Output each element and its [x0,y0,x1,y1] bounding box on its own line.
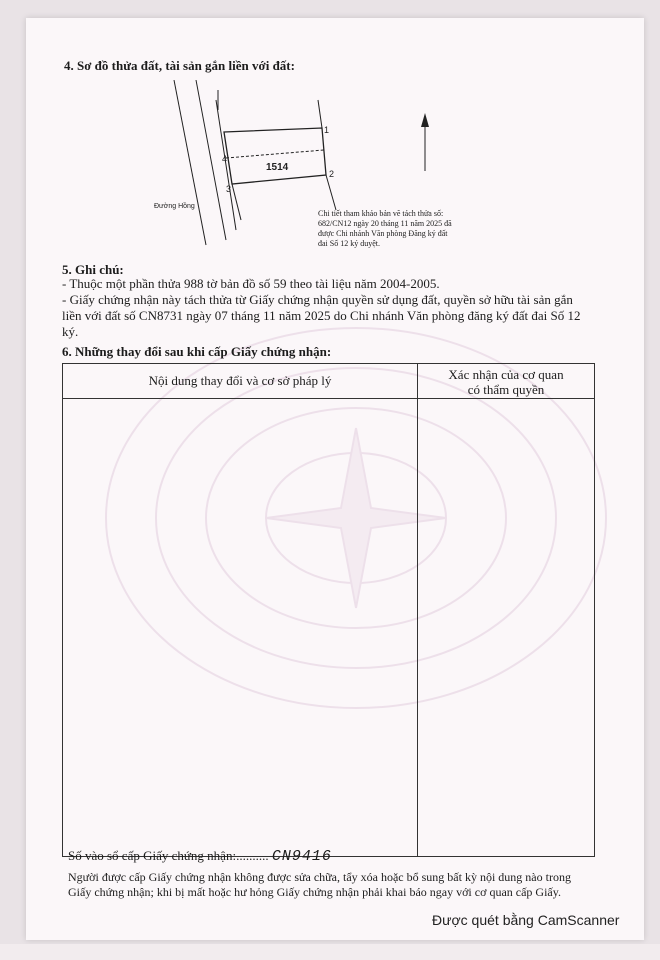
scanner-footer: Được quét bằng CamScanner [432,912,620,928]
point-2: 2 [329,169,335,179]
notice-line: Người được cấp Giấy chứng nhận không được sửa chữa, tẩy xóa hoặc bổ sung bất kỳ nội dung nào trong [68,870,571,884]
registry-label: Số vào sổ cấp Giấy chứng nhận: [68,848,237,863]
note-line: - Thuộc một phần thửa 988 tờ bản đồ số 59 theo tài liệu năm 2004-2005. [62,276,440,291]
north-arrow-icon [419,113,431,173]
diagram-note-line: 682/CN12 ngày 20 tháng 11 năm 2025 đã [318,219,452,228]
registry-dots: .......... [236,848,269,863]
section5-notes [62,276,632,340]
diagram-note-line: Chi tiết tham khảo bản vẽ tách thửa số: [318,209,444,218]
diagram-note-line: đai Số 12 ký duyệt. [318,239,380,248]
note-line: ký. [62,324,79,339]
col1-header: Nội dung thay đổi và cơ sở pháp lý [148,373,332,388]
registry-number: CN9416 [271,848,332,865]
notice [68,870,638,900]
changes-content-cell [63,399,418,857]
note-line: - Giấy chứng nhận này tách thửa từ Giấy chứng nhận quyền sử dụng đất, quyền sở hữu tài sản gắn [62,292,573,307]
changes-col2-header-cell [418,364,595,399]
point-3: 3 [226,184,232,194]
point-1: 1 [324,125,330,135]
bottom-strip [0,944,660,960]
col2-header-line1: Xác nhận của cơ quan [448,367,564,382]
road-label: Đường Hồng [154,203,195,210]
col2-header [419,365,593,397]
section6-heading: 6. Những thay đổi sau khi cấp Giấy chứng nhận: [62,344,332,359]
confirmation-cell [418,399,595,857]
diagram-note-line: được Chi nhánh Văn phòng Đăng ký đất [318,229,448,238]
section4-heading: 4. Sơ đồ thửa đất, tài sản gắn liền với đất: [64,58,295,73]
certificate-page [26,18,644,940]
registry-line [68,848,332,865]
notice-line: Giấy chứng nhận; khi bị mất hoặc hư hỏng Giấy chứng nhận phải khai báo ngay với cơ quan cấp Giấy. [68,885,561,899]
note-line: liền với đất số CN8731 ngày 07 tháng 11 năm 2025 do Chi nhánh Văn phòng đăng ký đất đai Số 12 [62,308,581,323]
section5-heading: 5. Ghi chú: [62,262,124,277]
parcel-number: 1514 [266,162,289,173]
diagram-note [318,209,452,249]
changes-col1-header-cell [63,364,418,399]
col2-header-line2: có thẩm quyền [467,382,545,397]
point-4: 4 [222,154,228,164]
changes-table [62,363,595,857]
